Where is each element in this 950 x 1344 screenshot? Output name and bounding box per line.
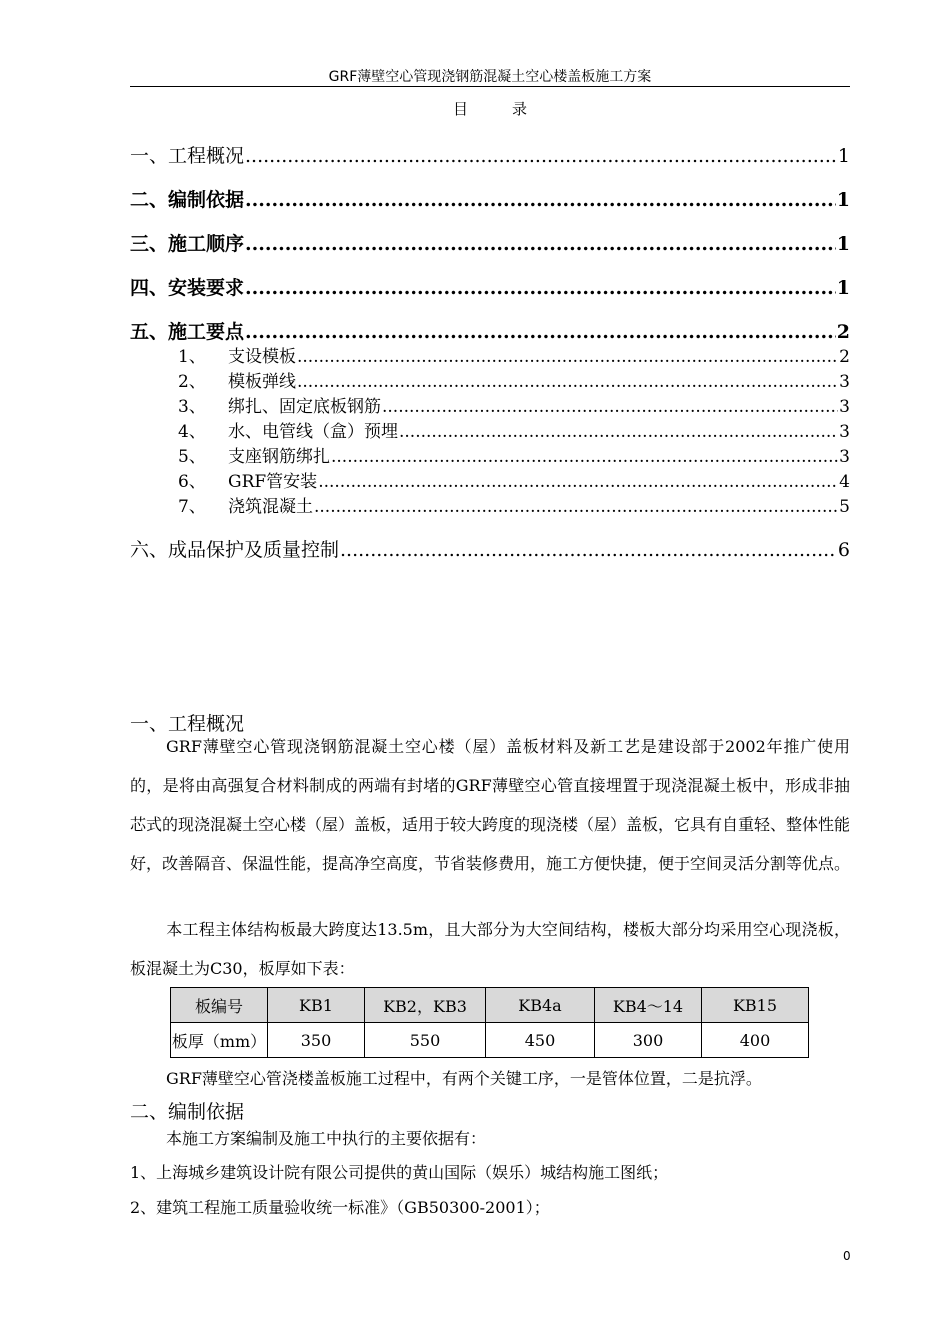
toc-entry[interactable] <box>130 317 850 344</box>
toc-entry-label: 五、施工要点 <box>130 321 245 343</box>
table-header-cell: KB15 <box>702 988 809 1023</box>
paragraph-text: GRF薄壁空心管现浇钢筋混凝土空心楼（屋）盖板材料及新工艺是建设部于2002年推广使用的，是将由高强复合材料制成的两端有封堵的GRF薄壁空心管直接埋置于现浇混凝土板中，形成非抽芯式的现浇混凝土空心楼（屋）盖板，适用于较大跨度的现浇楼（屋）盖板，它具有自重轻、整体性能好，改善隔音、保温性能，提高净空高度，节省装修费用，施工方便快捷，便于空间灵活分割等优点。 <box>130 737 851 873</box>
toc-leader-dots <box>340 539 837 561</box>
toc-entry-page: 1 <box>836 277 850 299</box>
header-rule <box>130 86 850 87</box>
list-item: 2、建筑工程施工质量验收统一标准》（GB50300-2001）； <box>130 1198 550 1217</box>
toc-entry-label: 四、安装要求 <box>130 277 245 299</box>
toc-leader-dots <box>318 472 838 492</box>
running-header-title: GRF薄壁空心管现浇钢筋混凝土空心楼盖板施工方案 <box>328 69 652 85</box>
toc-entry-page: 1 <box>836 189 850 211</box>
table-header-row <box>171 988 809 1023</box>
toc-subentry[interactable] <box>130 342 850 367</box>
page-number: 0 <box>843 1249 851 1263</box>
toc-subentry-number: 1、 <box>178 347 206 367</box>
table-cell: 300 <box>595 1023 702 1058</box>
toc-entry-page: 2 <box>836 321 850 343</box>
toc-leader-dots <box>382 397 838 417</box>
toc-subentry-label: 支座钢筋绑扎 <box>228 447 330 467</box>
toc-leader-dots <box>314 497 838 517</box>
toc-subentry-number: 7、 <box>178 497 206 517</box>
toc-subentry-label: GRF管安装 <box>228 472 318 492</box>
toc-subentry[interactable] <box>130 392 850 417</box>
toc-subentry-page: 2 <box>839 347 850 367</box>
toc-leader-dots <box>297 372 838 392</box>
toc-leader-dots <box>297 347 838 367</box>
toc-subentry-label: 绑扎、固定底板钢筋 <box>228 397 381 417</box>
section-heading: 一、工程概况 <box>130 713 245 735</box>
toc-entry-label: 一、工程概况 <box>130 145 245 167</box>
toc-heading-char-2: 录 <box>512 100 528 118</box>
toc-entry[interactable] <box>130 185 850 212</box>
toc-leader-dots <box>245 189 836 211</box>
toc-heading-char-1: 目 <box>452 100 468 118</box>
table-header-cell: KB1 <box>268 988 365 1023</box>
table-cell: 板厚（mm） <box>171 1023 268 1058</box>
toc-entry[interactable] <box>130 273 850 300</box>
toc-subentry[interactable] <box>130 467 850 492</box>
toc-subentry[interactable] <box>130 492 850 517</box>
table-row <box>171 1023 809 1058</box>
table-cell: 350 <box>268 1023 365 1058</box>
toc-subentry[interactable] <box>130 417 850 442</box>
body-line: 本施工方案编制及施工中执行的主要依据有： <box>166 1129 487 1148</box>
toc-leader-dots <box>331 447 838 467</box>
toc-subentry-page: 3 <box>839 422 850 442</box>
toc-heading <box>130 98 850 119</box>
toc-subentry-label: 支设模板 <box>228 347 296 367</box>
table-cell: 450 <box>486 1023 595 1058</box>
toc-entry-page: 1 <box>837 145 850 167</box>
toc-subentry-page: 4 <box>839 472 850 492</box>
toc-subentry-label: 模板弹线 <box>228 372 296 392</box>
toc-leader-dots <box>399 422 838 442</box>
body-paragraph <box>130 727 850 883</box>
toc-subentry-number: 3、 <box>178 397 206 417</box>
toc-entry[interactable] <box>130 229 850 256</box>
table-header-cell: KB2，KB3 <box>365 988 486 1023</box>
toc-leader-dots <box>245 321 836 343</box>
toc-leader-dots <box>245 145 837 167</box>
toc-leader-dots <box>245 277 836 299</box>
toc-subentry[interactable] <box>130 442 850 467</box>
toc-entry-label: 六、成品保护及质量控制 <box>130 539 340 561</box>
toc-leader-dots <box>245 233 836 255</box>
toc-entry-label: 二、编制依据 <box>130 189 245 211</box>
section-heading: 二、编制依据 <box>130 1101 245 1123</box>
table-header-cell: KB4a <box>486 988 595 1023</box>
toc-subentry-number: 4、 <box>178 422 206 442</box>
toc-entry-page: 6 <box>837 539 850 561</box>
table-cell: 550 <box>365 1023 486 1058</box>
toc-entry[interactable] <box>130 141 850 168</box>
toc-subentry-label: 水、电管线（盒）预埋 <box>228 422 398 442</box>
table-cell: 400 <box>702 1023 809 1058</box>
paragraph-text: 本工程主体结构板最大跨度达13.5m，且大部分为大空间结构，楼板大部分均采用空心现浇板，板混凝土为C30，板厚如下表： <box>130 920 850 978</box>
toc-subentry-page: 3 <box>839 447 850 467</box>
toc-subentry-number: 6、 <box>178 472 206 492</box>
body-paragraph <box>130 910 850 988</box>
table-header-cell: 板编号 <box>171 988 268 1023</box>
toc-entry-label: 三、施工顺序 <box>130 233 245 255</box>
toc-subentry[interactable] <box>130 367 850 392</box>
toc-subentry-number: 5、 <box>178 447 206 467</box>
toc-subentry-label: 浇筑混凝土 <box>228 497 313 517</box>
list-item: 1、上海城乡建筑设计院有限公司提供的黄山国际（娱乐）城结构施工图纸； <box>130 1163 669 1182</box>
slab-thickness-table <box>170 987 809 1058</box>
toc-entry[interactable] <box>130 535 850 562</box>
toc-subentry-page: 5 <box>839 497 850 517</box>
toc-subentry-page: 3 <box>839 372 850 392</box>
table-header-cell: KB4～14 <box>595 988 702 1023</box>
body-line: GRF薄壁空心管浇楼盖板施工过程中，有两个关键工序，一是管体位置，二是抗浮。 <box>166 1069 762 1088</box>
toc-subentry-number: 2、 <box>178 372 206 392</box>
toc-entry-page: 1 <box>836 233 850 255</box>
toc-subentry-page: 3 <box>839 397 850 417</box>
